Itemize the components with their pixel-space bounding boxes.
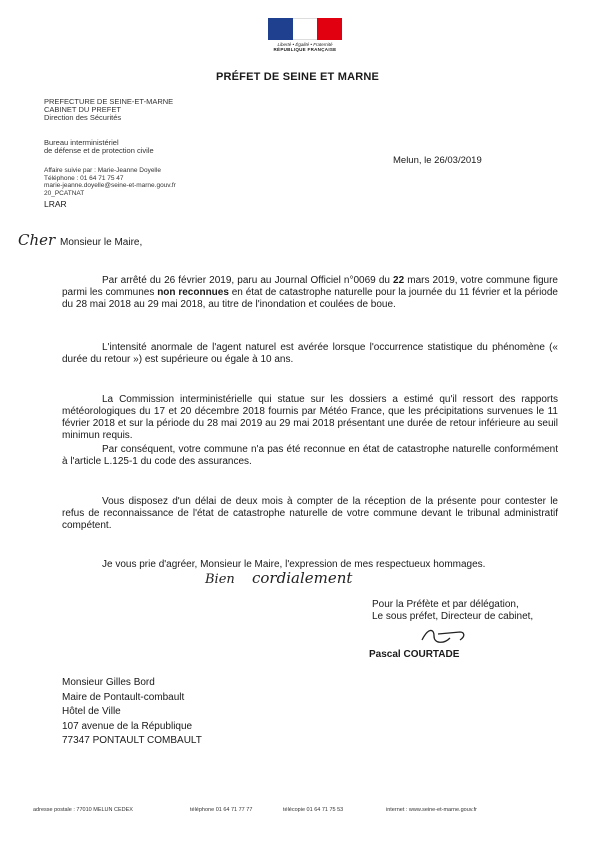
signatory-last: COURTADE [403, 649, 460, 660]
reference: 20_PCATNAT [44, 189, 85, 197]
recipient-block [62, 676, 202, 749]
signatory-name [369, 649, 459, 661]
recipient-street: 107 avenue de la République [62, 720, 193, 732]
signature-scribble-icon [420, 626, 470, 648]
footer-tel: téléphone 01 64 71 77 77 [190, 807, 253, 813]
recipient-name: Monsieur Gilles Bord [62, 677, 155, 688]
handwritten-cordialement: cordialement [252, 569, 353, 587]
footer-postal: adresse postale : 77010 MELUN CEDEX [33, 807, 133, 813]
paragraph-1 [62, 275, 558, 311]
signature-block [372, 599, 533, 623]
paragraph-2: L'intensité anormale de l'agent naturel est avérée lorsque l'occurrence statistique du phénomène (« durée du retour ») est supérieure ou égale à 10 ans. [62, 342, 558, 365]
p1-part-e: en état de catastrophe naturelle pour la journée du 11 février et la période du 28 mai 2018 au 29 mai 2018, au titre de l'inondation et coulées de boue. [62, 287, 558, 310]
flag-blue-band [268, 18, 293, 40]
footer-internet: internet : www.seine-et-marne.gouv.fr [386, 807, 477, 813]
tricolor-flag [268, 18, 342, 40]
lrar-label: LRAR [44, 199, 67, 209]
bureau-line2: de défense et de protection civile [44, 146, 154, 155]
recipient-place: Hôtel de Ville [62, 706, 121, 717]
flag-white-band [293, 18, 318, 40]
signatory-first: Pascal [369, 649, 404, 660]
recipient-city: 77347 PONTAULT COMBAULT [62, 735, 202, 746]
sender-line2: CABINET DU PREFET [44, 105, 121, 114]
footer-fax: télécopie 01 64 71 75 53 [283, 807, 344, 813]
signature-line2: Le sous préfet, Directeur de cabinet, [372, 611, 534, 622]
recipient-title: Maire de Pontault-combault [62, 691, 185, 703]
affaire-suivie: Affaire suivie par : Marie-Jeanne Doyelle [44, 167, 161, 174]
sender-line3: Direction des Sécurités [44, 113, 122, 122]
p1-date-bold: 22 [393, 275, 405, 286]
p1-non-reconnues: non reconnues [157, 287, 229, 298]
marianne-logo [268, 18, 342, 52]
republic-label: RÉPUBLIQUE FRANÇAISE [273, 47, 337, 52]
p1-part-c: mars 2019, votre commune figure parmi les communes [62, 275, 558, 298]
telephone: Téléphone : 01 64 71 75 47 [44, 174, 124, 182]
bureau-line1: Bureau interministériel [44, 138, 119, 147]
bureau-block [44, 139, 154, 155]
signature-line1: Pour la Préfète et par délégation, [372, 599, 519, 610]
closing-formula: Je vous prie d'agréer, Monsieur le Maire, l'expression de mes respectueux hommages. [102, 559, 486, 570]
paragraph-4: Par conséquent, votre commune n'a pas été reconnue en état de catastrophe naturelle conformément à l'article L.125-1 du code des assurances. [62, 444, 558, 467]
p1-part-a: Par arrêté du 26 février 2019, paru au Journal Officiel n°0069 du [102, 275, 394, 286]
paragraph-5: Vous disposez d'un délai de deux mois à compter de la réception de la présente pour contester le refus de reconnaissance de l'état de catastrophe naturelle de votre commune devant le tribunal administratif compétent. [62, 496, 558, 531]
sender-line1: PREFECTURE DE SEINE-ET-MARNE [44, 97, 174, 106]
handwritten-bien: Bien [205, 572, 235, 587]
republic-motto: Liberté • Égalité • Fraternité [277, 42, 333, 47]
email: marie-jeanne.doyelle@seine-et-marne.gouv.fr [44, 182, 176, 189]
handwritten-cher: Cher [18, 231, 56, 249]
salutation: Monsieur le Maire, [60, 237, 143, 248]
flag-red-band [317, 18, 342, 40]
sender-block [44, 98, 173, 122]
contact-block [44, 167, 176, 197]
page-title: PRÉFET DE SEINE ET MARNE [215, 71, 380, 83]
letter-date: Melun, le 26/03/2019 [393, 155, 482, 166]
paragraph-3: La Commission interministérielle qui statue sur les dossiers a estimé qu'il ressort des rapports météorologiques du 17 et 20 décembre 2018 fournis par Météo France, que les précipitations survenues le 11 février 2018 et sur la période du 28 mai 2019 au 29 mai 2018 présentant une durée de retour inférieure au seuil minimun requis. [62, 394, 558, 441]
